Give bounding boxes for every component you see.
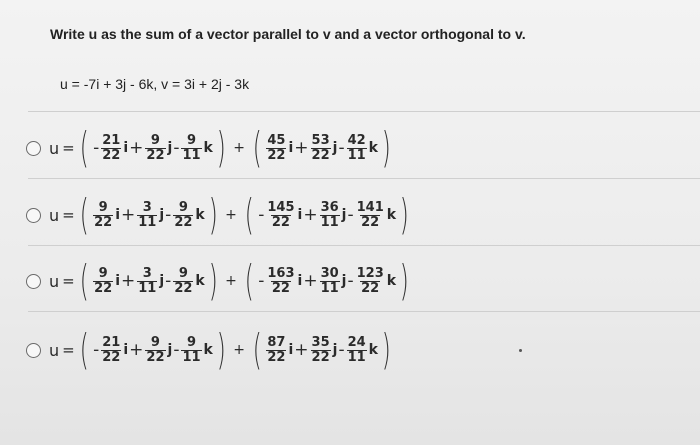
open-paren: ( — [252, 123, 262, 172]
denominator: 11 — [320, 214, 339, 230]
fraction — [356, 267, 385, 295]
equals-sign: = — [62, 341, 75, 359]
vector-term — [302, 267, 346, 295]
term-sign: - — [338, 340, 345, 360]
unit-vector: i — [123, 342, 129, 358]
denominator: 22 — [102, 349, 121, 365]
fraction — [266, 201, 295, 229]
close-paren: ) — [208, 190, 218, 239]
unit-vector: i — [297, 207, 303, 223]
vector-term — [265, 267, 302, 295]
numerator: 21 — [102, 132, 121, 148]
unit-vector: j — [159, 207, 165, 223]
fraction — [173, 267, 193, 295]
fraction — [181, 336, 201, 364]
minus-sign: - — [93, 138, 100, 158]
denominator: 22 — [174, 280, 193, 296]
u-label: u — [49, 205, 60, 225]
term-sign: - — [165, 271, 172, 291]
close-paren: ) — [208, 256, 218, 305]
term-sign: + — [121, 271, 136, 291]
minus-sign: - — [93, 340, 100, 360]
open-paren: ( — [244, 190, 254, 239]
fraction — [320, 201, 340, 229]
numerator: 9 — [186, 334, 197, 350]
denominator: 11 — [182, 349, 201, 365]
vector-term — [128, 134, 172, 162]
given-vectors: u = -7i + 3j - 6k, v = 3i + 2j - 3k — [60, 76, 250, 92]
vector-term — [120, 201, 164, 229]
denominator: 11 — [138, 214, 157, 230]
numerator: 53 — [311, 132, 330, 148]
answer-option[interactable] — [26, 253, 412, 309]
plus-sign: + — [233, 140, 245, 156]
open-paren: ( — [79, 123, 89, 172]
numerator: 45 — [267, 132, 286, 148]
numerator: 141 — [356, 199, 384, 215]
close-paren: ) — [216, 325, 226, 374]
vector-term — [265, 336, 293, 364]
denominator: 22 — [94, 214, 113, 230]
denominator: 22 — [271, 280, 290, 296]
vector-term — [293, 336, 337, 364]
term-sign: + — [303, 271, 318, 291]
term-sign: - — [347, 271, 354, 291]
unit-vector: j — [167, 140, 173, 156]
fraction — [93, 267, 113, 295]
close-paren: ) — [399, 190, 409, 239]
term-sign: + — [129, 138, 144, 158]
equals-sign: = — [62, 272, 75, 290]
plus-sign: + — [233, 342, 245, 358]
unit-vector: k — [203, 342, 213, 358]
divider — [28, 178, 700, 179]
divider — [28, 111, 700, 112]
fraction — [347, 336, 367, 364]
term-sign: + — [294, 138, 309, 158]
stray-dot — [519, 349, 522, 352]
fraction — [137, 201, 157, 229]
unit-vector: i — [115, 273, 121, 289]
denominator: 22 — [311, 147, 330, 163]
vector-term — [120, 267, 164, 295]
fraction — [347, 134, 367, 162]
denominator: 22 — [94, 280, 113, 296]
term-sign: + — [121, 205, 136, 225]
term-sign: + — [303, 205, 318, 225]
open-paren: ( — [79, 256, 89, 305]
radio-button[interactable] — [26, 208, 41, 223]
u-label: u — [49, 340, 60, 360]
denominator: 11 — [182, 147, 201, 163]
question-text: Write u as the sum of a vector parallel to v and a vector orthogonal to v. — [50, 26, 526, 42]
vector-term — [302, 201, 346, 229]
close-paren: ) — [381, 123, 391, 172]
fraction — [173, 201, 193, 229]
numerator: 9 — [178, 265, 188, 281]
vector-term — [172, 336, 213, 364]
plus-sign: + — [225, 273, 237, 289]
fraction — [311, 134, 331, 162]
divider — [28, 311, 700, 312]
fraction — [320, 267, 340, 295]
vector-term — [346, 201, 396, 229]
denominator: 11 — [347, 349, 366, 365]
denominator: 22 — [174, 214, 193, 230]
fraction — [266, 267, 295, 295]
unit-vector: i — [288, 342, 294, 358]
term-sign: - — [165, 205, 172, 225]
numerator: 9 — [150, 334, 160, 350]
numerator: 163 — [267, 265, 295, 281]
radio-button[interactable] — [26, 274, 41, 289]
term-sign: - — [338, 138, 345, 158]
unit-vector: i — [123, 140, 129, 156]
denominator: 22 — [361, 214, 380, 230]
radio-button[interactable] — [26, 343, 41, 358]
fraction — [356, 201, 385, 229]
unit-vector: k — [195, 273, 205, 289]
unit-vector: j — [332, 140, 338, 156]
fraction — [266, 336, 286, 364]
numerator: 9 — [98, 199, 108, 215]
open-paren: ( — [79, 325, 89, 374]
fraction — [93, 201, 113, 229]
numerator: 21 — [102, 334, 121, 350]
divider — [28, 245, 700, 246]
denominator: 22 — [361, 280, 380, 296]
term-sign: + — [129, 340, 144, 360]
open-paren: ( — [79, 190, 89, 239]
close-paren: ) — [381, 325, 391, 374]
minus-sign: - — [258, 271, 265, 291]
vector-term — [100, 134, 128, 162]
numerator: 9 — [186, 132, 197, 148]
u-label: u — [49, 271, 60, 291]
fraction — [101, 336, 121, 364]
fraction — [311, 336, 331, 364]
minus-sign: - — [258, 205, 265, 225]
unit-vector: k — [195, 207, 205, 223]
vector-term — [92, 201, 120, 229]
close-paren: ) — [399, 256, 409, 305]
vector-term — [128, 336, 172, 364]
denominator: 11 — [138, 280, 157, 296]
fraction — [266, 134, 286, 162]
numerator: 87 — [267, 334, 286, 350]
denominator: 22 — [271, 214, 290, 230]
unit-vector: j — [332, 342, 338, 358]
term-sign: - — [173, 138, 180, 158]
vector-term — [293, 134, 337, 162]
fraction — [137, 267, 157, 295]
unit-vector: j — [159, 273, 165, 289]
vector-term — [172, 134, 213, 162]
answer-option[interactable] — [26, 322, 394, 378]
close-paren: ) — [216, 123, 226, 172]
numerator: 24 — [347, 334, 366, 350]
denominator: 11 — [320, 280, 339, 296]
denominator: 11 — [347, 147, 366, 163]
vector-term — [100, 336, 128, 364]
numerator: 42 — [347, 132, 366, 148]
answer-option[interactable] — [26, 120, 394, 176]
vector-term — [265, 201, 302, 229]
open-paren: ( — [244, 256, 254, 305]
unit-vector: k — [203, 140, 213, 156]
denominator: 22 — [267, 147, 286, 163]
vector-term — [92, 267, 120, 295]
numerator: 145 — [267, 199, 295, 215]
denominator: 22 — [267, 349, 286, 365]
fraction — [181, 134, 201, 162]
u-label: u — [49, 138, 60, 158]
open-paren: ( — [252, 325, 262, 374]
vector-term — [164, 267, 205, 295]
term-sign: - — [173, 340, 180, 360]
unit-vector: k — [386, 273, 397, 289]
numerator: 3 — [142, 265, 152, 281]
answer-option[interactable] — [26, 187, 412, 243]
numerator: 9 — [150, 132, 160, 148]
denominator: 22 — [146, 147, 165, 163]
numerator: 35 — [311, 334, 330, 350]
unit-vector: i — [115, 207, 121, 223]
unit-vector: k — [368, 140, 378, 156]
fraction — [145, 134, 165, 162]
denominator: 22 — [146, 349, 165, 365]
fraction — [101, 134, 121, 162]
vector-term — [265, 134, 293, 162]
unit-vector: j — [341, 273, 347, 289]
vector-term — [164, 201, 205, 229]
unit-vector: j — [341, 207, 347, 223]
vector-term — [337, 134, 378, 162]
unit-vector: i — [297, 273, 303, 289]
equals-sign: = — [62, 206, 75, 224]
numerator: 123 — [356, 265, 384, 281]
numerator: 30 — [320, 265, 339, 281]
term-sign: - — [347, 205, 354, 225]
denominator: 22 — [311, 349, 330, 365]
numerator: 36 — [320, 199, 339, 215]
vector-term — [346, 267, 396, 295]
plus-sign: + — [225, 207, 237, 223]
radio-button[interactable] — [26, 141, 41, 156]
unit-vector: j — [167, 342, 173, 358]
term-sign: + — [294, 340, 309, 360]
denominator: 22 — [102, 147, 121, 163]
equals-sign: = — [62, 139, 75, 157]
vector-term — [337, 336, 378, 364]
unit-vector: k — [368, 342, 378, 358]
unit-vector: i — [288, 140, 294, 156]
numerator: 3 — [142, 199, 152, 215]
fraction — [145, 336, 165, 364]
numerator: 9 — [98, 265, 108, 281]
numerator: 9 — [178, 199, 188, 215]
unit-vector: k — [386, 207, 397, 223]
